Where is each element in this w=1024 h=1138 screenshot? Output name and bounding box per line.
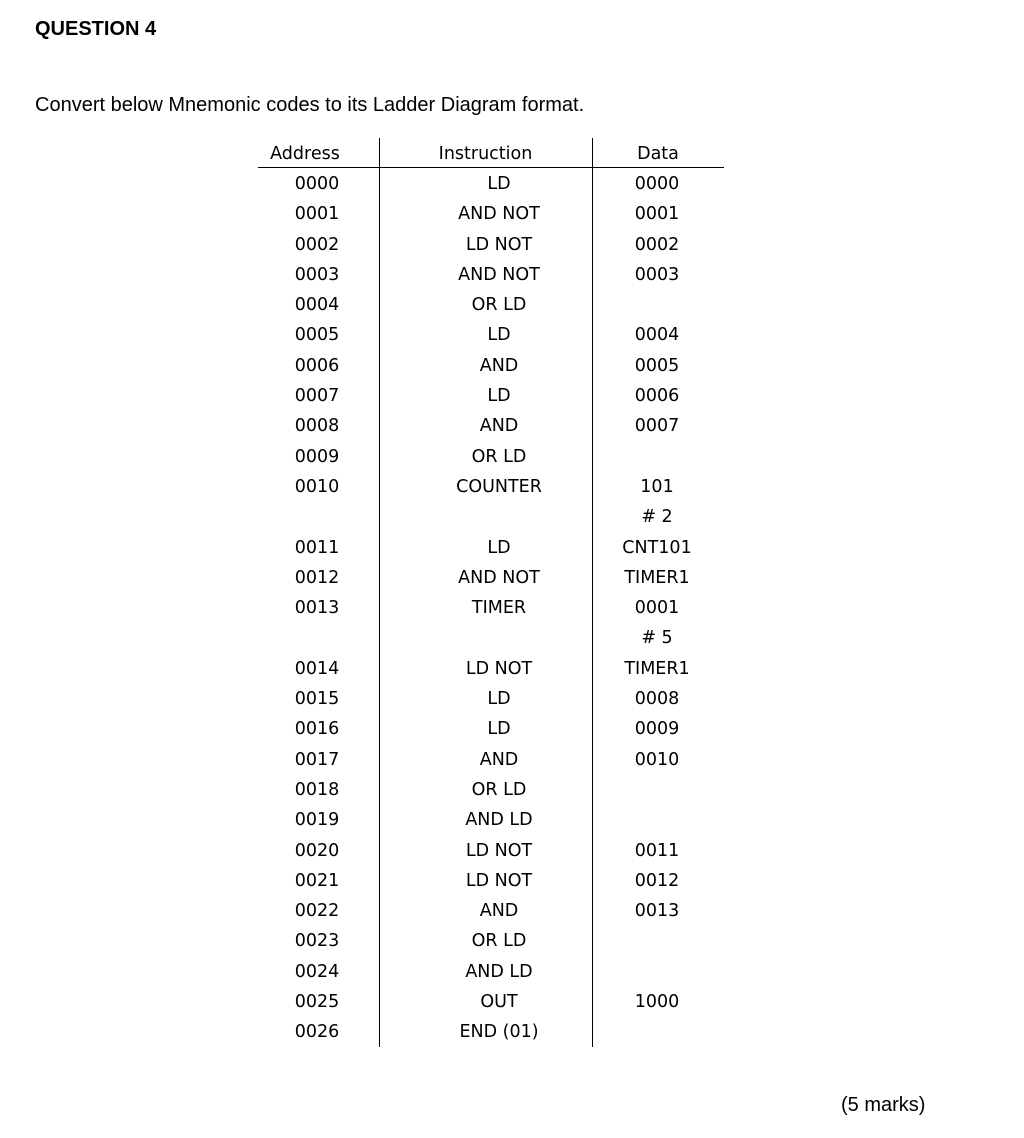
- instruction-cell: LD NOT: [465, 870, 533, 891]
- address-cell: 0004: [294, 295, 340, 316]
- table-row: [258, 351, 724, 381]
- instruction-cell: AND NOT: [458, 204, 540, 225]
- data-cell: CNT101: [622, 537, 692, 558]
- instruction-cell: AND: [479, 749, 519, 770]
- address-cell: 0000: [294, 174, 340, 194]
- address-cell: 0003: [294, 264, 340, 285]
- address-cell: 0012: [294, 567, 340, 588]
- marks-label: (5 marks): [841, 1094, 926, 1116]
- instruction-cell: LD NOT: [465, 658, 533, 679]
- instruction-cell: LD: [487, 386, 511, 407]
- data-cell: TIMER1: [624, 658, 690, 679]
- table-row: [258, 805, 724, 835]
- address-cell: 0020: [294, 840, 340, 861]
- instruction-cell: AND: [479, 355, 519, 376]
- header-address: Address: [270, 144, 340, 164]
- table-row: [258, 533, 724, 563]
- data-cell: TIMER1: [624, 567, 690, 588]
- table-row: [258, 230, 724, 260]
- table-row: [258, 411, 724, 441]
- table-row: [258, 926, 724, 956]
- address-cell: 0007: [294, 386, 340, 407]
- data-cell: 0000: [634, 174, 680, 194]
- data-cell: 1000: [634, 992, 680, 1013]
- address-cell: 0008: [294, 416, 340, 437]
- mnemonic-table: [258, 138, 724, 1047]
- table-row: [258, 866, 724, 896]
- address-cell: 0002: [294, 234, 340, 255]
- header-instruction: Instruction: [438, 144, 533, 164]
- data-cell: [592, 1017, 722, 1047]
- address-cell: 0023: [294, 931, 340, 952]
- instruction-cell: OR LD: [471, 446, 527, 467]
- address-cell: 0011: [294, 537, 340, 558]
- address-cell: 0010: [294, 476, 340, 497]
- table-row: [258, 563, 724, 593]
- data-cell: 0007: [634, 416, 680, 437]
- table-row: [258, 654, 724, 684]
- data-cell: [592, 926, 722, 956]
- data-cell: 0004: [634, 325, 680, 346]
- instruction-cell: [379, 623, 619, 653]
- table-row: [258, 320, 724, 350]
- instruction-cell: COUNTER: [456, 476, 542, 497]
- instruction-cell: LD NOT: [465, 234, 533, 255]
- data-cell: 0010: [634, 749, 680, 770]
- address-cell: 0013: [294, 598, 340, 619]
- header-data: Data: [637, 144, 679, 164]
- address-cell: 0005: [294, 325, 340, 346]
- address-cell: 0021: [294, 870, 340, 891]
- address-cell: 0009: [294, 446, 340, 467]
- instruction-cell: AND NOT: [458, 567, 540, 588]
- table-row: [258, 472, 724, 502]
- instruction-cell: OR LD: [471, 779, 527, 800]
- table-row: [258, 714, 724, 744]
- table-row: [258, 957, 724, 987]
- table-row: [258, 169, 724, 199]
- table-row: [258, 381, 724, 411]
- question-heading: QUESTION 4: [35, 18, 157, 40]
- instruction-cell: AND: [479, 416, 519, 437]
- address-cell: 0024: [294, 961, 340, 982]
- instruction-cell: [379, 502, 619, 532]
- instruction-cell: OUT: [480, 992, 518, 1013]
- data-cell: 0009: [634, 719, 680, 740]
- table-row: [258, 290, 724, 320]
- instruction-cell: TIMER: [471, 598, 527, 619]
- instruction-cell: LD: [487, 719, 511, 740]
- address-cell: 0006: [294, 355, 340, 376]
- data-cell: [592, 805, 722, 835]
- data-cell: 0001: [634, 598, 680, 619]
- address-cell: 0014: [294, 658, 340, 679]
- table-row: [258, 623, 724, 653]
- table-row: [258, 593, 724, 623]
- instruction-cell: AND LD: [465, 810, 533, 831]
- table-body: [258, 169, 724, 1048]
- table-row: [258, 836, 724, 866]
- table-row: [258, 502, 724, 532]
- data-cell: 0005: [634, 355, 680, 376]
- data-cell: 0006: [634, 386, 680, 407]
- table-row: [258, 896, 724, 926]
- address-cell: 0022: [294, 901, 340, 922]
- data-cell: 101: [640, 476, 674, 497]
- table-row: [258, 684, 724, 714]
- data-cell: [592, 957, 722, 987]
- table-row: [258, 442, 724, 472]
- instruction-cell: LD: [487, 174, 511, 194]
- address-cell: 0018: [294, 779, 340, 800]
- instruction-cell: LD: [487, 537, 511, 558]
- data-cell: 0003: [634, 264, 680, 285]
- data-cell: 0008: [634, 689, 680, 710]
- address-cell: 0015: [294, 689, 340, 710]
- table-row: [258, 987, 724, 1017]
- instruction-cell: LD: [487, 689, 511, 710]
- address-cell: 0019: [294, 810, 340, 831]
- data-cell: # 5: [641, 628, 673, 649]
- header-divider: [258, 167, 724, 168]
- table-row: [258, 1017, 724, 1047]
- data-cell: [592, 442, 722, 472]
- question-prompt: Convert below Mnemonic codes to its Ladder Diagram format.: [35, 94, 585, 116]
- address-cell: 0016: [294, 719, 340, 740]
- data-cell: [592, 775, 722, 805]
- address-cell: 0017: [294, 749, 340, 770]
- data-cell: 0012: [634, 870, 680, 891]
- address-cell: [272, 502, 362, 532]
- table-row: [258, 260, 724, 290]
- address-cell: 0026: [294, 1022, 340, 1043]
- address-cell: 0025: [294, 992, 340, 1013]
- instruction-cell: OR LD: [471, 295, 527, 316]
- instruction-cell: END (01): [459, 1022, 539, 1043]
- data-cell: 0002: [634, 234, 680, 255]
- data-cell: [592, 290, 722, 320]
- address-cell: [272, 623, 362, 653]
- table-row: [258, 745, 724, 775]
- data-cell: 0013: [634, 901, 680, 922]
- instruction-cell: LD NOT: [465, 840, 533, 861]
- address-cell: 0001: [294, 204, 340, 225]
- instruction-cell: OR LD: [471, 931, 527, 952]
- data-cell: # 2: [641, 507, 673, 528]
- table-row: [258, 775, 724, 805]
- data-cell: 0011: [634, 840, 680, 861]
- table-row: [258, 199, 724, 229]
- instruction-cell: LD: [487, 325, 511, 346]
- instruction-cell: AND: [479, 901, 519, 922]
- instruction-cell: AND NOT: [458, 264, 540, 285]
- instruction-cell: AND LD: [465, 961, 533, 982]
- data-cell: 0001: [634, 204, 680, 225]
